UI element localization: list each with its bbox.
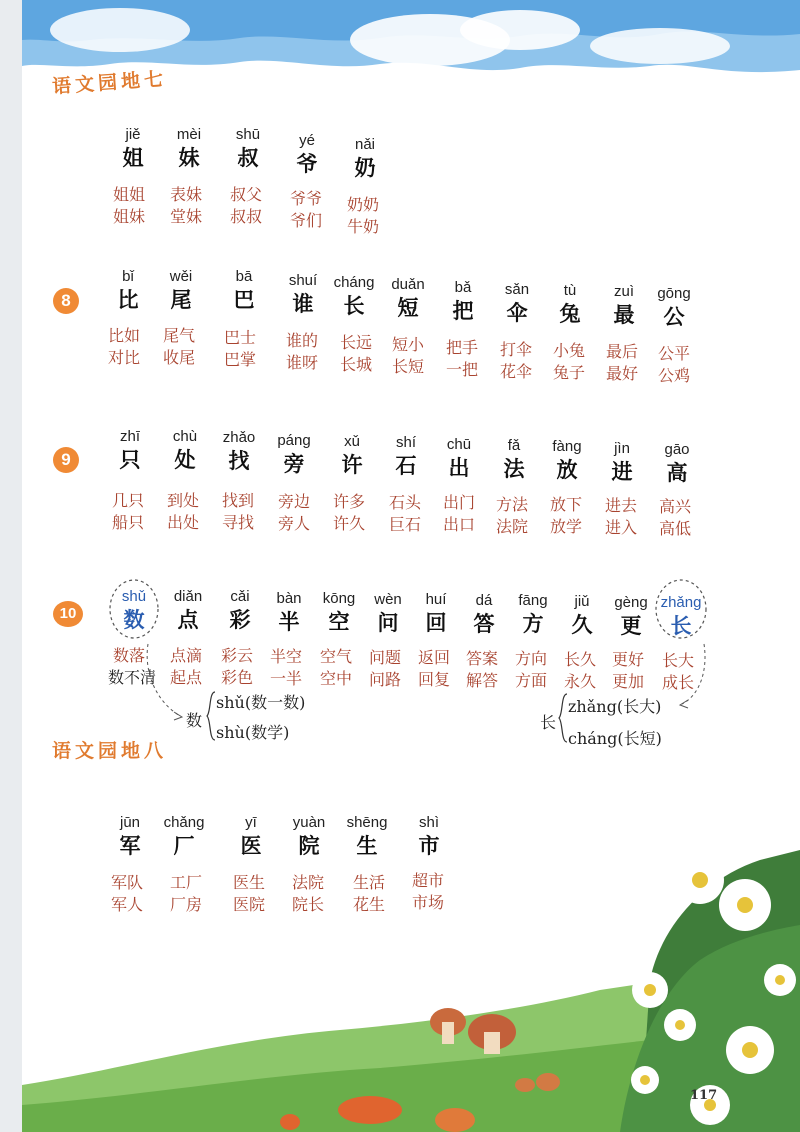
word: 永久: [564, 672, 597, 691]
pinyin: shū: [235, 126, 261, 143]
word: 更加: [612, 672, 645, 691]
pinyin: fǎ: [507, 437, 521, 454]
char-cell: [344, 814, 390, 860]
word: 放学: [550, 517, 583, 536]
word: 牛奶: [347, 217, 380, 236]
word-pair: [353, 872, 413, 916]
word: 起点: [170, 668, 203, 687]
word: 法院: [292, 873, 325, 892]
word-pair: [659, 496, 719, 540]
pinyin: zhǎo: [222, 429, 256, 446]
hanzi: 只: [119, 447, 141, 472]
word: 成长: [662, 673, 695, 692]
pinyin: bàn: [276, 590, 302, 607]
page-number: 117: [690, 1088, 718, 1103]
word: 空气: [320, 647, 353, 666]
polyphone-reading-shu-2: shù(数学): [216, 723, 290, 742]
word-pair: [278, 491, 338, 535]
hanzi: 法: [503, 456, 525, 481]
word: 花生: [353, 895, 386, 914]
pinyin: shí: [395, 434, 416, 451]
char-cell: [544, 438, 590, 484]
word: 空中: [320, 669, 353, 688]
pinyin: jìn: [614, 440, 630, 457]
word: 爷爷: [290, 189, 323, 208]
word: 军人: [111, 895, 144, 914]
hanzi: 奶: [354, 155, 376, 180]
hanzi: 数: [123, 607, 145, 632]
word-pair: [170, 184, 230, 228]
word: 法院: [496, 517, 529, 536]
pinyin: kōng: [322, 590, 356, 607]
char-cell: [107, 428, 153, 474]
pinyin: nǎi: [354, 136, 376, 153]
word: 叔父: [230, 185, 263, 204]
pinyin: shuí: [288, 272, 318, 289]
hanzi: 进: [611, 459, 633, 484]
word-pair: [290, 188, 350, 232]
polyphone-head-shu: 数: [186, 711, 203, 730]
word: 点滴: [170, 646, 203, 665]
char-cell: [161, 814, 207, 860]
pinyin: huí: [425, 591, 447, 608]
word: 半空: [270, 647, 303, 666]
word-pair: [292, 872, 352, 916]
hanzi: 答: [473, 611, 495, 636]
word: 长城: [340, 355, 373, 374]
hanzi: 长: [670, 613, 692, 638]
char-cell: [547, 282, 593, 328]
word: 叔叔: [230, 207, 263, 226]
hanzi: 旁: [283, 451, 305, 476]
word: 工厂: [170, 873, 203, 892]
hanzi: 尾: [170, 287, 192, 312]
word-pair: [230, 184, 290, 228]
char-cell: [342, 136, 388, 182]
word: 彩色: [221, 668, 254, 687]
word-pair: [389, 492, 449, 536]
char-cell: [280, 272, 326, 318]
char-cell: [217, 588, 263, 634]
word-pair: [167, 490, 227, 534]
char-cell-highlight: [111, 588, 157, 634]
char-cell: [225, 126, 271, 172]
char-cell: [383, 434, 429, 480]
word: 姐姐: [113, 185, 146, 204]
word: 收尾: [163, 348, 196, 367]
pinyin: fàng: [552, 438, 582, 455]
section-title-garden-8: 语文园地八: [52, 740, 168, 762]
word-pair: [658, 343, 718, 387]
hanzi: 长: [343, 293, 365, 318]
hanzi: 妹: [178, 145, 200, 170]
word: 方法: [496, 495, 529, 514]
word: 最好: [606, 364, 639, 383]
pinyin: zuì: [613, 283, 634, 300]
pinyin: tù: [563, 282, 577, 299]
word-pair: [111, 872, 171, 916]
lesson-number-8: 8: [53, 288, 79, 314]
pinyin: shēng: [346, 814, 388, 831]
word-pair: [108, 325, 168, 369]
lesson-number-9: 9: [53, 447, 79, 473]
word: 市场: [412, 893, 445, 912]
lesson-number-10: 10: [53, 601, 83, 627]
word: 几只: [112, 491, 145, 510]
char-cell: [166, 126, 212, 172]
hanzi: 石: [395, 453, 417, 478]
pinyin: jiě: [125, 126, 141, 143]
word: 高低: [659, 519, 692, 538]
hanzi: 彩: [229, 607, 251, 632]
word: 巴士: [224, 328, 257, 347]
char-cell: [284, 132, 330, 178]
word: 到处: [167, 491, 200, 510]
char-cell: [105, 268, 151, 314]
pinyin: dá: [475, 592, 493, 609]
word: 姐妹: [113, 207, 146, 226]
word: 医生: [233, 873, 266, 892]
word: 打伞: [500, 340, 533, 359]
char-cell: [559, 593, 605, 639]
word: 尾气: [163, 326, 196, 345]
hanzi: 公: [663, 304, 685, 329]
char-cell: [286, 814, 332, 860]
hanzi: 找: [228, 448, 250, 473]
pinyin: zhī: [119, 428, 140, 445]
char-cell: [221, 268, 267, 314]
char-cell: [461, 592, 507, 638]
char-cell: [510, 592, 556, 638]
char-cell: [316, 590, 362, 636]
word: 军队: [111, 873, 144, 892]
word: 表妹: [170, 185, 203, 204]
word: 巨石: [389, 515, 422, 534]
word-pair: [446, 337, 506, 381]
word: 石头: [389, 493, 422, 512]
word: 放下: [550, 495, 583, 514]
word-pair: [222, 490, 282, 534]
word-pair: [412, 870, 472, 914]
word: 数不清: [108, 668, 157, 687]
hanzi: 兔: [559, 301, 581, 326]
pinyin: duǎn: [391, 276, 425, 293]
word: 返回: [418, 648, 451, 667]
hanzi: 处: [174, 447, 196, 472]
word-pair: [170, 872, 230, 916]
word: 公鸡: [658, 366, 691, 385]
char-cell: [406, 814, 452, 860]
word: 许多: [333, 492, 366, 511]
hanzi: 许: [341, 452, 363, 477]
char-cell: [165, 588, 211, 634]
char-cell: [413, 591, 459, 637]
pinyin: chù: [172, 428, 198, 445]
word-pair: [113, 184, 173, 228]
word: 一半: [270, 669, 303, 688]
word-pair: [224, 327, 284, 371]
polyphone-head-zhang: 长: [540, 713, 557, 732]
word: 进去: [605, 496, 638, 515]
char-cell: [494, 281, 540, 327]
word: 厂房: [170, 895, 203, 914]
word: 进入: [605, 518, 638, 537]
pinyin: jiǔ: [574, 593, 590, 610]
word: 对比: [108, 348, 141, 367]
char-cell: [266, 590, 312, 636]
pinyin: bā: [235, 268, 253, 285]
hanzi: 生: [356, 833, 378, 858]
word: 更好: [612, 650, 645, 669]
char-cell: [601, 283, 647, 329]
word: 答案: [466, 649, 499, 668]
pinyin: xǔ: [344, 433, 360, 450]
hanzi: 久: [571, 612, 593, 637]
hanzi: 更: [620, 613, 642, 638]
char-cell: [107, 814, 153, 860]
word: 长大: [662, 651, 695, 670]
word: 超市: [412, 871, 445, 890]
word: 谁的: [286, 331, 319, 350]
pinyin: gāo: [664, 441, 690, 458]
pinyin: fāng: [518, 592, 548, 609]
char-cell: [329, 433, 375, 479]
char-cell: [385, 276, 431, 322]
pinyin: yuàn: [292, 814, 326, 831]
word: 船只: [112, 513, 145, 532]
word: 一把: [446, 360, 479, 379]
char-cell: [158, 268, 204, 314]
word: 长久: [564, 650, 597, 669]
word-pair: [347, 194, 407, 238]
word-pair: [340, 332, 400, 376]
hanzi: 爷: [296, 151, 318, 176]
hanzi: 伞: [506, 300, 528, 325]
word: 寻找: [222, 513, 255, 532]
hanzi: 厂: [173, 833, 195, 858]
polyphone-reading-zhang-1: zhǎng(长大): [568, 697, 662, 716]
hanzi: 回: [425, 610, 447, 635]
hanzi: 放: [556, 457, 578, 482]
pinyin: páng: [277, 432, 311, 449]
word: 方向: [515, 649, 548, 668]
word: 生活: [353, 873, 386, 892]
word: 把手: [446, 338, 479, 357]
char-cell: [654, 441, 700, 487]
word: 问题: [369, 648, 402, 667]
pinyin: chū: [446, 436, 472, 453]
pinyin: chǎng: [163, 814, 205, 831]
word: 爷们: [290, 211, 323, 230]
word-pair: [553, 340, 613, 384]
word: 问路: [369, 670, 402, 689]
pinyin: shì: [418, 814, 439, 831]
word: 出处: [167, 513, 200, 532]
section-title-garden-7: 语文园地七: [51, 68, 168, 98]
pinyin: shǔ: [121, 588, 147, 605]
char-cell: [608, 594, 654, 640]
word: 长短: [392, 357, 425, 376]
word: 小兔: [553, 341, 586, 360]
pinyin: wěi: [169, 268, 193, 285]
char-cell: [491, 437, 537, 483]
pinyin: gōng: [657, 285, 691, 302]
hanzi: 出: [448, 455, 470, 480]
word: 找到: [222, 491, 255, 510]
word-pair: [606, 341, 666, 385]
pinyin: cǎi: [230, 588, 250, 605]
word: 长远: [340, 333, 373, 352]
pinyin: jūn: [119, 814, 141, 831]
char-cell: [599, 440, 645, 486]
hanzi: 医: [240, 833, 262, 858]
pinyin: sǎn: [504, 281, 530, 298]
word: 花伞: [500, 362, 533, 381]
word-pair: [500, 339, 560, 383]
word: 方面: [515, 671, 548, 690]
hanzi: 空: [328, 609, 350, 634]
char-cell: [365, 591, 411, 637]
word: 兔子: [553, 363, 586, 382]
word-pair: [443, 492, 503, 536]
word: 谁呀: [286, 353, 319, 372]
hanzi: 军: [119, 833, 141, 858]
hanzi: 点: [177, 607, 199, 632]
hanzi: 谁: [292, 291, 314, 316]
word-pair: [286, 330, 346, 374]
hanzi: 最: [613, 302, 635, 327]
polyphone-reading-zhang-2: cháng(长短): [568, 729, 662, 748]
word: 堂妹: [170, 207, 203, 226]
word: 数落: [113, 646, 146, 665]
word-pair: [496, 494, 556, 538]
word-pair: [605, 495, 665, 539]
char-cell: [271, 432, 317, 478]
word: 解答: [466, 671, 499, 690]
word: 出口: [443, 515, 476, 534]
pinyin: bǎ: [454, 279, 472, 296]
char-cell: [436, 436, 482, 482]
char-cell: [216, 429, 262, 475]
word-pair: [112, 490, 172, 534]
word: 医院: [233, 895, 266, 914]
hanzi: 方: [522, 611, 544, 636]
hanzi: 叔: [237, 145, 259, 170]
char-cell-highlight: [658, 594, 704, 640]
hanzi: 问: [377, 610, 399, 635]
hanzi: 院: [298, 833, 320, 858]
word-pair: [163, 325, 223, 369]
word: 比如: [108, 326, 141, 345]
word: 最后: [606, 342, 639, 361]
word: 巴掌: [224, 350, 257, 369]
hanzi: 把: [452, 298, 474, 323]
char-cell: [331, 274, 377, 320]
arrow-zhang-note: [660, 640, 710, 710]
word: 旁人: [278, 514, 311, 533]
pinyin: bǐ: [122, 268, 134, 285]
word: 公平: [658, 344, 691, 363]
char-cell: [110, 126, 156, 172]
word: 院长: [292, 895, 325, 914]
word: 奶奶: [347, 195, 380, 214]
hanzi: 高: [666, 460, 688, 485]
polyphone-reading-shu-1: shǔ(数一数): [216, 693, 306, 712]
hanzi: 巴: [233, 287, 255, 312]
word: 出门: [443, 493, 476, 512]
word: 许久: [333, 514, 366, 533]
word: 旁边: [278, 492, 311, 511]
word: 短小: [392, 335, 425, 354]
pinyin: diǎn: [173, 588, 203, 605]
hanzi: 市: [418, 833, 440, 858]
char-cell: [651, 285, 697, 331]
hanzi: 半: [278, 609, 300, 634]
pinyin: mèi: [176, 126, 202, 143]
word-pair: [392, 334, 452, 378]
pinyin: yī: [245, 814, 257, 831]
pinyin: cháng: [333, 274, 375, 291]
pinyin: wèn: [374, 591, 402, 608]
hanzi: 姐: [122, 145, 144, 170]
char-cell: [228, 814, 274, 860]
char-cell: [440, 279, 486, 325]
pinyin: yé: [299, 132, 315, 149]
char-cell: [162, 428, 208, 474]
word: 彩云: [221, 646, 254, 665]
word-pair: [333, 491, 393, 535]
pinyin: gèng: [614, 594, 648, 611]
hanzi: 短: [397, 295, 419, 320]
word-pair: [550, 494, 610, 538]
pinyin: zhǎng: [660, 594, 702, 611]
word-pair: [233, 872, 293, 916]
hanzi: 比: [117, 287, 139, 312]
word: 高兴: [659, 497, 692, 516]
word: 回复: [418, 670, 451, 689]
